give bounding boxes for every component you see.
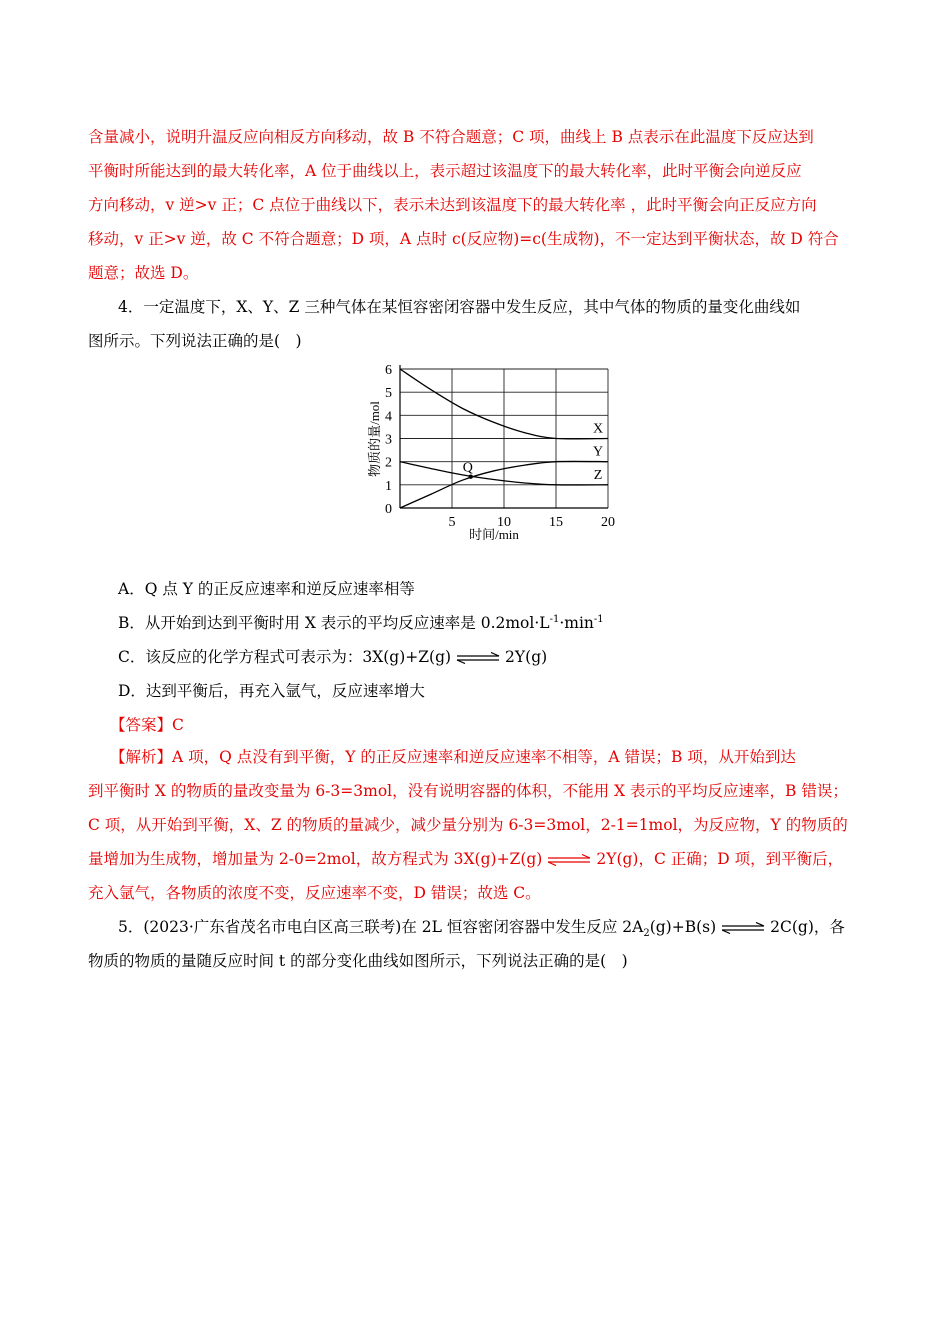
- series-label-x: X: [592, 421, 604, 437]
- question-5-stem: 物质的物质的量随反应时间 t 的部分变化曲线如图所示，下列说法正确的是( ): [88, 952, 628, 970]
- chart-tick-labels: [385, 363, 615, 530]
- option-b-text-unit: ·min: [559, 614, 594, 632]
- x-tick-label: 5: [448, 515, 456, 530]
- analysis-line: [110, 746, 796, 768]
- analysis-text: 2Y(g)，C 正确；D 项，到平衡后，: [596, 850, 844, 868]
- x-axis-label: 时间/min: [469, 527, 519, 542]
- reversible-arrow-icon: [720, 922, 766, 934]
- y-axis-label: 物质的量/mol: [367, 401, 382, 477]
- option-b-text: B．从开始到达到平衡时用 X 表示的平均反应速率是 0.2mol·L: [118, 614, 550, 632]
- question-5-text: 2C(g)，各: [770, 918, 845, 936]
- y-tick-label: 1: [385, 478, 392, 494]
- answer-line: [110, 714, 184, 736]
- y-tick-label: 4: [385, 409, 392, 425]
- analysis-text: A 项，Q 点没有到平衡，Y 的正反应速率和逆反应速率不相等，A 错误；B 项，从开始到达: [172, 748, 796, 766]
- option-b-exponent: -1: [549, 613, 560, 625]
- x-tick-label: 15: [549, 515, 563, 530]
- reversible-arrow-icon: [546, 854, 592, 866]
- series-label-y: Y: [592, 444, 604, 460]
- chart-series-labels: [593, 422, 603, 483]
- question-5-text: 5．(2023·广东省茂名市电白区高三联考)在 2L 恒容密闭容器中发生反应 2A: [118, 918, 644, 936]
- option-c-product: 2Y(g): [505, 648, 548, 666]
- y-tick-label: 2: [385, 455, 392, 471]
- y-tick-label: 3: [385, 432, 392, 448]
- series-label-z: Z: [593, 467, 603, 483]
- y-tick-label: 5: [385, 386, 392, 402]
- analysis-text-line: 平衡时所能达到的最大转化率，A 位于曲线以上，表示超过该温度下的最大转化率，此时平衡会向逆反应: [88, 162, 802, 180]
- y-tick-label: 0: [385, 502, 392, 517]
- analysis-text-line: 含量减小，说明升温反应向相反方向移动，故 B 不符合题意；C 项，曲线上 B 点表示在此温度下反应达到: [88, 128, 814, 146]
- point-q-label: Q: [462, 460, 473, 476]
- option-a: A．Q 点 Y 的正反应速率和逆反应速率相等: [118, 580, 415, 598]
- question-5-subscript: 2: [643, 928, 650, 940]
- analysis-text: 量增加为生成物，增加量为 2-0=2mol，故方程式为 3X(g)+Z(g): [88, 850, 543, 868]
- analysis-text-line: 方向移动，v 逆>v 正；C 点位于曲线以下，表示未达到该温度下的最大转化率 ，此时平衡会向正反应方向: [88, 196, 817, 214]
- analysis-text-line: 题意；故选 D。: [88, 264, 199, 282]
- y-tick-label: 6: [385, 363, 392, 378]
- option-b: [118, 612, 604, 634]
- question-4-stem: 图所示。下列说法正确的是( ): [88, 332, 302, 350]
- analysis-line: 到平衡时 X 的物质的量改变量为 6-3=3mol，没有说明容器的体积，不能用 X 表示的平均反应速率，B 错误；: [88, 782, 848, 800]
- question-4-stem: 4．一定温度下，X、Y、Z 三种气体在某恒容密闭容器中发生反应，其中气体的物质的量变化曲线如: [118, 298, 801, 316]
- analysis-line: [88, 848, 843, 870]
- option-b-exponent: -1: [593, 613, 604, 625]
- question-5-stem: [118, 916, 845, 938]
- analysis-tag: 【解析】: [110, 748, 173, 766]
- option-c: [118, 646, 547, 668]
- x-tick-label: 10: [497, 515, 511, 530]
- x-tick-label: 20: [601, 515, 615, 530]
- option-d: D．达到平衡后，再充入氩气，反应速率增大: [118, 682, 425, 700]
- answer-tag: 【答案】: [110, 716, 173, 734]
- question-5-text: (g)+B(s): [649, 918, 717, 936]
- analysis-line: 充入氩气，各物质的浓度不变，反应速率不变，D 错误；故选 C。: [88, 884, 541, 902]
- answer-value: C: [172, 716, 184, 734]
- analysis-text-line: 移动，v 正>v 逆，故 C 不符合题意；D 项，A 点时 c(反应物)=c(生成物)，不一定达到平衡状态，故 D 符合: [88, 230, 839, 248]
- option-c-text: C．该反应的化学方程式可表示为：3X(g)+Z(g): [118, 648, 452, 666]
- amount-time-chart: [355, 357, 625, 547]
- analysis-line: C 项，从开始到平衡，X、Z 的物质的量减少，减少量分别为 6-3=3mol，2-1=1mol，为反应物，Y 的物质的: [88, 816, 848, 834]
- reversible-arrow-icon: [455, 652, 501, 664]
